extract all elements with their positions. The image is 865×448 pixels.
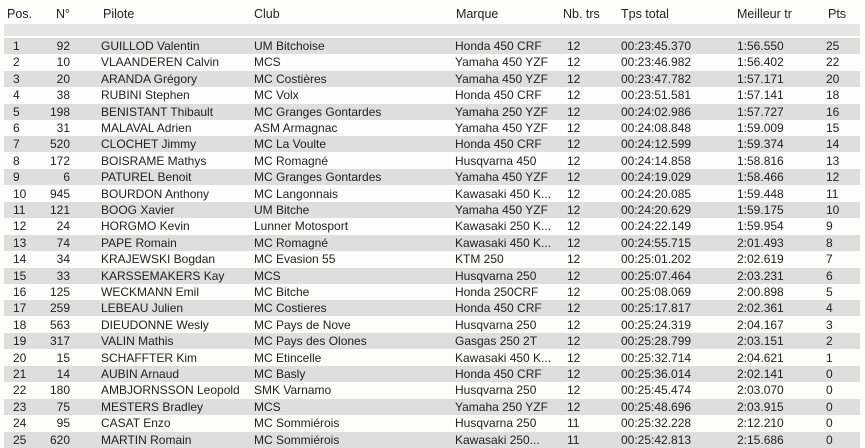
cell-num: 14 bbox=[56, 367, 70, 381]
table-row bbox=[4, 169, 860, 185]
cell-best: 2:03.070 bbox=[737, 383, 784, 398]
cell-pos: 8 bbox=[13, 153, 20, 168]
table-row bbox=[4, 202, 860, 218]
cell-pos: 2 bbox=[13, 55, 20, 70]
table-row bbox=[4, 268, 860, 284]
cell-best: 2:04.621 bbox=[737, 350, 784, 365]
header-best: Meilleur tr bbox=[737, 7, 792, 21]
cell-pos: 24 bbox=[13, 416, 27, 431]
cell-club: MC Romagné bbox=[254, 235, 329, 250]
cell-pos: 21 bbox=[13, 367, 27, 381]
cell-pilote: BOURDON Anthony bbox=[101, 186, 210, 201]
cell-best: 1:56.402 bbox=[737, 55, 784, 70]
cell-trs: 12 bbox=[567, 71, 581, 86]
cell-tps: 00:23:46.982 bbox=[621, 55, 692, 70]
cell-best: 2:02.361 bbox=[737, 301, 784, 316]
cell-tps: 00:25:42.813 bbox=[621, 432, 692, 447]
cell-trs: 12 bbox=[567, 334, 581, 349]
cell-num: 92 bbox=[56, 39, 70, 53]
cell-club: MCS bbox=[254, 268, 281, 283]
table-row bbox=[4, 136, 860, 152]
cell-pilote: PATUREL Benoit bbox=[101, 170, 192, 185]
cell-tps: 00:23:45.370 bbox=[621, 39, 692, 53]
cell-pts: 0 bbox=[826, 383, 833, 398]
cell-pos: 22 bbox=[13, 383, 27, 398]
cell-marque: Yamaha 450 YZF bbox=[455, 121, 548, 135]
cell-pts: 0 bbox=[826, 416, 833, 431]
cell-pilote: BOOG Xavier bbox=[101, 203, 175, 217]
cell-num: 10 bbox=[56, 55, 70, 70]
cell-pilote: AUBIN Arnaud bbox=[101, 367, 180, 381]
cell-num: 33 bbox=[56, 268, 70, 283]
cell-num: 620 bbox=[49, 432, 70, 447]
cell-marque: Kawasaki 450 K... bbox=[455, 235, 552, 250]
cell-tps: 00:25:24.319 bbox=[621, 317, 692, 332]
cell-pts: 8 bbox=[826, 235, 833, 250]
table-row bbox=[4, 218, 860, 234]
cell-pos: 25 bbox=[13, 432, 27, 447]
cell-best: 1:57.727 bbox=[737, 104, 784, 119]
cell-pos: 13 bbox=[13, 235, 27, 250]
cell-pos: 15 bbox=[13, 268, 27, 283]
table-row bbox=[4, 350, 860, 366]
cell-num: 563 bbox=[49, 317, 70, 332]
table-row bbox=[4, 38, 860, 54]
table-row bbox=[4, 432, 860, 448]
cell-club: Lunner Motosport bbox=[254, 219, 349, 234]
cell-best: 1:59.175 bbox=[737, 203, 784, 217]
cell-best: 1:59.009 bbox=[737, 121, 784, 135]
cell-pts: 7 bbox=[826, 252, 833, 267]
cell-pilote: CASAT Enzo bbox=[101, 416, 171, 431]
cell-trs: 12 bbox=[567, 252, 581, 267]
table-row bbox=[4, 366, 860, 382]
cell-pos: 9 bbox=[13, 170, 20, 185]
cell-pts: 20 bbox=[826, 71, 840, 86]
cell-pts: 10 bbox=[826, 203, 840, 217]
cell-pilote: WECKMANN Emil bbox=[101, 285, 199, 299]
cell-num: 15 bbox=[56, 350, 70, 365]
cell-tps: 00:25:36.014 bbox=[621, 367, 692, 381]
cell-trs: 12 bbox=[567, 88, 581, 103]
cell-pilote: CLOCHET Jimmy bbox=[101, 137, 197, 152]
cell-marque: Yamaha 450 YZF bbox=[455, 71, 548, 86]
header-marque: Marque bbox=[456, 7, 499, 21]
cell-pts: 0 bbox=[826, 432, 833, 447]
cell-marque: Honda 450 CRF bbox=[455, 301, 542, 316]
cell-marque: Husqvarna 250 bbox=[455, 416, 537, 431]
cell-tps: 00:24:08.848 bbox=[621, 121, 692, 135]
cell-marque: Gasgas 250 2T bbox=[455, 334, 538, 349]
cell-num: 38 bbox=[56, 88, 70, 103]
cell-marque: Kawasaki 250 K... bbox=[455, 219, 552, 234]
cell-tps: 00:24:19.029 bbox=[621, 170, 692, 185]
cell-pos: 16 bbox=[13, 285, 27, 299]
cell-num: 31 bbox=[56, 121, 70, 135]
cell-pos: 20 bbox=[13, 350, 27, 365]
cell-club: MC Volx bbox=[254, 88, 299, 103]
cell-club: MC Sommiérois bbox=[254, 432, 340, 447]
cell-best: 1:58.816 bbox=[737, 153, 784, 168]
cell-pilote: MARTIN Romain bbox=[101, 432, 192, 447]
cell-tps: 00:25:08.069 bbox=[621, 285, 692, 299]
table-row bbox=[4, 235, 860, 251]
header-pilote: Pilote bbox=[103, 7, 135, 21]
cell-pilote: MESTERS Bradley bbox=[101, 399, 204, 414]
cell-club: UM Bitchoise bbox=[254, 39, 325, 53]
cell-num: 172 bbox=[49, 153, 70, 168]
table-row bbox=[4, 186, 860, 202]
cell-num: 317 bbox=[49, 334, 70, 349]
cell-pos: 18 bbox=[13, 317, 27, 332]
cell-pilote: ARANDA Grégory bbox=[101, 71, 198, 86]
cell-pilote: LEBEAU Julien bbox=[101, 301, 184, 316]
cell-club: MC Evasion 55 bbox=[254, 252, 336, 267]
cell-num: 6 bbox=[63, 170, 70, 185]
table-row bbox=[4, 415, 860, 431]
cell-pilote: AMBJORNSSON Leopold bbox=[101, 383, 240, 398]
cell-marque: Honda 450 CRF bbox=[455, 137, 542, 152]
cell-trs: 12 bbox=[567, 137, 581, 152]
cell-best: 2:04.167 bbox=[737, 317, 784, 332]
cell-trs: 12 bbox=[567, 170, 581, 185]
cell-trs: 12 bbox=[567, 235, 581, 250]
cell-pos: 1 bbox=[13, 39, 20, 53]
cell-club: ASM Armagnac bbox=[254, 121, 338, 135]
cell-trs: 12 bbox=[567, 399, 581, 414]
cell-marque: Kawasaki 450 K... bbox=[455, 350, 552, 365]
cell-tps: 00:25:28.799 bbox=[621, 334, 692, 349]
cell-num: 95 bbox=[56, 416, 70, 431]
cell-marque: Honda 450 CRF bbox=[455, 88, 542, 103]
cell-pts: 13 bbox=[826, 153, 840, 168]
cell-club: MC Romagné bbox=[254, 153, 329, 168]
cell-club: MC Etincelle bbox=[254, 350, 322, 365]
table-row bbox=[4, 317, 860, 333]
table-row bbox=[4, 300, 860, 316]
cell-trs: 12 bbox=[567, 186, 581, 201]
cell-tps: 00:24:20.085 bbox=[621, 186, 692, 201]
header-num: N° bbox=[56, 7, 71, 21]
cell-best: 2:02.141 bbox=[737, 367, 784, 381]
cell-pos: 6 bbox=[13, 121, 20, 135]
cell-pts: 4 bbox=[826, 301, 833, 316]
cell-trs: 12 bbox=[567, 203, 581, 217]
cell-num: 121 bbox=[49, 203, 70, 217]
cell-num: 24 bbox=[56, 219, 70, 234]
cell-marque: Yamaha 450 YZF bbox=[455, 55, 548, 70]
cell-pts: 14 bbox=[826, 137, 840, 152]
cell-num: 259 bbox=[49, 301, 70, 316]
cell-best: 1:59.954 bbox=[737, 219, 784, 234]
cell-pts: 18 bbox=[826, 88, 840, 103]
cell-tps: 00:25:32.714 bbox=[621, 350, 692, 365]
cell-trs: 12 bbox=[567, 219, 581, 234]
cell-marque: Yamaha 450 YZF bbox=[455, 170, 548, 185]
cell-club: MC Bitche bbox=[254, 285, 310, 299]
cell-pts: 12 bbox=[826, 170, 840, 185]
cell-best: 2:03.915 bbox=[737, 399, 784, 414]
cell-pts: 0 bbox=[826, 367, 833, 381]
cell-pilote: PAPE Romain bbox=[101, 235, 177, 250]
cell-trs: 11 bbox=[567, 432, 580, 447]
header-pts: Pts bbox=[828, 7, 847, 21]
cell-pts: 22 bbox=[826, 55, 840, 70]
cell-club: MC Pays des Olones bbox=[254, 334, 367, 349]
cell-pilote: KARSSEMAKERS Kay bbox=[101, 268, 225, 283]
cell-tps: 00:24:14.858 bbox=[621, 153, 692, 168]
cell-best: 2:01.493 bbox=[737, 235, 784, 250]
cell-best: 1:59.448 bbox=[737, 186, 784, 201]
cell-pilote: RUBINI Stephen bbox=[101, 88, 190, 103]
cell-club: MCS bbox=[254, 55, 281, 70]
cell-trs: 12 bbox=[567, 301, 581, 316]
cell-pilote: GUILLOD Valentin bbox=[101, 39, 200, 53]
cell-pos: 5 bbox=[13, 104, 20, 119]
cell-pilote: HORGMO Kevin bbox=[101, 219, 190, 234]
cell-pts: 6 bbox=[826, 268, 833, 283]
cell-tps: 00:25:01.202 bbox=[621, 252, 692, 267]
cell-tps: 00:25:45.474 bbox=[621, 383, 692, 398]
cell-club: MC La Voulte bbox=[254, 137, 327, 152]
cell-pts: 3 bbox=[826, 317, 833, 332]
cell-pts: 15 bbox=[826, 121, 840, 135]
table-row bbox=[4, 54, 860, 70]
cell-pos: 10 bbox=[13, 186, 27, 201]
cell-best: 2:15.686 bbox=[737, 432, 784, 447]
cell-marque: Honda 450 CRF bbox=[455, 39, 542, 53]
cell-marque: KTM 250 bbox=[455, 252, 504, 267]
cell-pts: 9 bbox=[826, 219, 833, 234]
cell-tps: 00:24:22.149 bbox=[621, 219, 692, 234]
cell-tps: 00:24:02.986 bbox=[621, 104, 692, 119]
cell-pilote: SCHAFFTER Kim bbox=[101, 350, 197, 365]
cell-pos: 12 bbox=[13, 219, 27, 234]
cell-best: 1:57.141 bbox=[737, 88, 784, 103]
cell-best: 1:56.550 bbox=[737, 39, 784, 53]
cell-marque: Honda 250CRF bbox=[455, 285, 539, 299]
cell-pos: 19 bbox=[13, 334, 27, 349]
header-pos: Pos. bbox=[7, 7, 33, 21]
cell-club: MC Costieres bbox=[254, 301, 327, 316]
cell-pilote: DIEUDONNE Wesly bbox=[101, 317, 209, 332]
cell-num: 198 bbox=[49, 104, 70, 119]
header-trs: Nb. trs bbox=[563, 7, 600, 21]
cell-tps: 00:24:55.715 bbox=[621, 235, 692, 250]
cell-club: MCS bbox=[254, 399, 281, 414]
cell-pos: 4 bbox=[13, 88, 20, 103]
cell-num: 34 bbox=[56, 252, 70, 267]
cell-trs: 12 bbox=[567, 383, 581, 398]
table-row bbox=[4, 87, 860, 103]
cell-trs: 11 bbox=[567, 416, 580, 431]
cell-num: 945 bbox=[49, 186, 70, 201]
cell-best: 2:02.619 bbox=[737, 252, 784, 267]
cell-marque: Husqvarna 250 bbox=[455, 317, 537, 332]
cell-tps: 00:25:17.817 bbox=[621, 301, 692, 316]
cell-pilote: VALIN Mathis bbox=[101, 334, 174, 349]
cell-club: MC Granges Gontardes bbox=[254, 170, 382, 185]
cell-trs: 12 bbox=[567, 317, 581, 332]
cell-marque: Kawasaki 450 K... bbox=[455, 186, 552, 201]
cell-trs: 12 bbox=[567, 350, 581, 365]
cell-club: MC Pays de Nove bbox=[254, 317, 351, 332]
cell-tps: 00:24:12.599 bbox=[621, 137, 692, 152]
cell-club: SMK Varnamo bbox=[254, 383, 332, 398]
table-row bbox=[4, 333, 860, 349]
table-row bbox=[4, 71, 860, 87]
cell-pos: 23 bbox=[13, 399, 27, 414]
cell-tps: 00:23:51.581 bbox=[621, 88, 692, 103]
header-club: Club bbox=[254, 7, 280, 21]
cell-pts: 5 bbox=[826, 285, 833, 299]
cell-pos: 3 bbox=[13, 71, 20, 86]
cell-num: 20 bbox=[56, 71, 70, 86]
cell-best: 2:03.231 bbox=[737, 268, 784, 283]
cell-pos: 14 bbox=[13, 252, 27, 267]
cell-club: MC Langonnais bbox=[254, 186, 339, 201]
cell-best: 2:00.898 bbox=[737, 285, 784, 299]
cell-num: 180 bbox=[49, 383, 70, 398]
cell-tps: 00:25:32.228 bbox=[621, 416, 692, 431]
cell-pts: 1 bbox=[826, 350, 833, 365]
cell-club: MC Granges Gontardes bbox=[254, 104, 382, 119]
cell-tps: 00:24:20.629 bbox=[621, 203, 692, 217]
cell-tps: 00:23:47.782 bbox=[621, 71, 692, 86]
cell-best: 2:03.151 bbox=[737, 334, 784, 349]
cell-trs: 12 bbox=[567, 39, 581, 53]
cell-best: 2:12.210 bbox=[737, 416, 784, 431]
cell-pilote: VLAANDEREN Calvin bbox=[101, 55, 220, 70]
cell-pilote: BOISRAME Mathys bbox=[101, 153, 207, 168]
cell-trs: 12 bbox=[567, 153, 581, 168]
cell-tps: 00:25:48.696 bbox=[621, 399, 692, 414]
cell-pos: 17 bbox=[13, 301, 27, 316]
cell-pos: 11 bbox=[13, 203, 26, 217]
cell-marque: Kawasaki 250... bbox=[455, 432, 540, 447]
cell-pilote: KRAJEWSKI Bogdan bbox=[101, 252, 216, 267]
cell-pilote: MALAVAL Adrien bbox=[101, 121, 192, 135]
cell-marque: Yamaha 250 YZF bbox=[455, 104, 548, 119]
cell-marque: Honda 450 CRF bbox=[455, 367, 542, 381]
cell-marque: Husqvarna 250 bbox=[455, 268, 537, 283]
header-tps: Tps total bbox=[621, 7, 669, 21]
cell-num: 74 bbox=[56, 235, 70, 250]
cell-num: 125 bbox=[49, 285, 70, 299]
cell-trs: 12 bbox=[567, 55, 581, 70]
cell-trs: 12 bbox=[567, 367, 581, 381]
cell-marque: Yamaha 250 YZF bbox=[455, 399, 548, 414]
cell-pts: 0 bbox=[826, 399, 833, 414]
cell-trs: 12 bbox=[567, 121, 581, 135]
cell-best: 1:57.171 bbox=[737, 71, 784, 86]
cell-pts: 25 bbox=[826, 39, 840, 53]
cell-pts: 2 bbox=[826, 334, 833, 349]
table-row bbox=[4, 284, 860, 300]
cell-club: MC Costières bbox=[254, 71, 327, 86]
table-row bbox=[4, 104, 860, 120]
header-row bbox=[0, 3, 865, 23]
table-row bbox=[4, 120, 860, 136]
cell-best: 1:58.466 bbox=[737, 170, 784, 185]
cell-club: MC Sommiérois bbox=[254, 416, 340, 431]
table-row bbox=[4, 399, 860, 415]
cell-trs: 12 bbox=[567, 104, 581, 119]
table-row bbox=[4, 251, 860, 267]
cell-num: 520 bbox=[49, 137, 70, 152]
cell-marque: Yamaha 450 YZF bbox=[455, 203, 548, 217]
cell-club: MC Basly bbox=[254, 367, 306, 381]
table-row bbox=[4, 382, 860, 398]
cell-tps: 00:25:07.464 bbox=[621, 268, 692, 283]
table-row bbox=[4, 153, 860, 169]
blank-row bbox=[4, 24, 860, 36]
cell-pts: 16 bbox=[826, 104, 840, 119]
cell-trs: 12 bbox=[567, 268, 581, 283]
cell-num: 75 bbox=[56, 399, 70, 414]
cell-trs: 12 bbox=[567, 285, 581, 299]
cell-marque: Husqvarna 250 bbox=[455, 383, 537, 398]
cell-pos: 7 bbox=[13, 137, 20, 152]
cell-pilote: BENISTANT Thibault bbox=[101, 104, 214, 119]
cell-club: UM Bitche bbox=[254, 203, 310, 217]
cell-marque: Husqvarna 450 bbox=[455, 153, 537, 168]
cell-pts: 11 bbox=[826, 186, 839, 201]
cell-best: 1:59.374 bbox=[737, 137, 784, 152]
